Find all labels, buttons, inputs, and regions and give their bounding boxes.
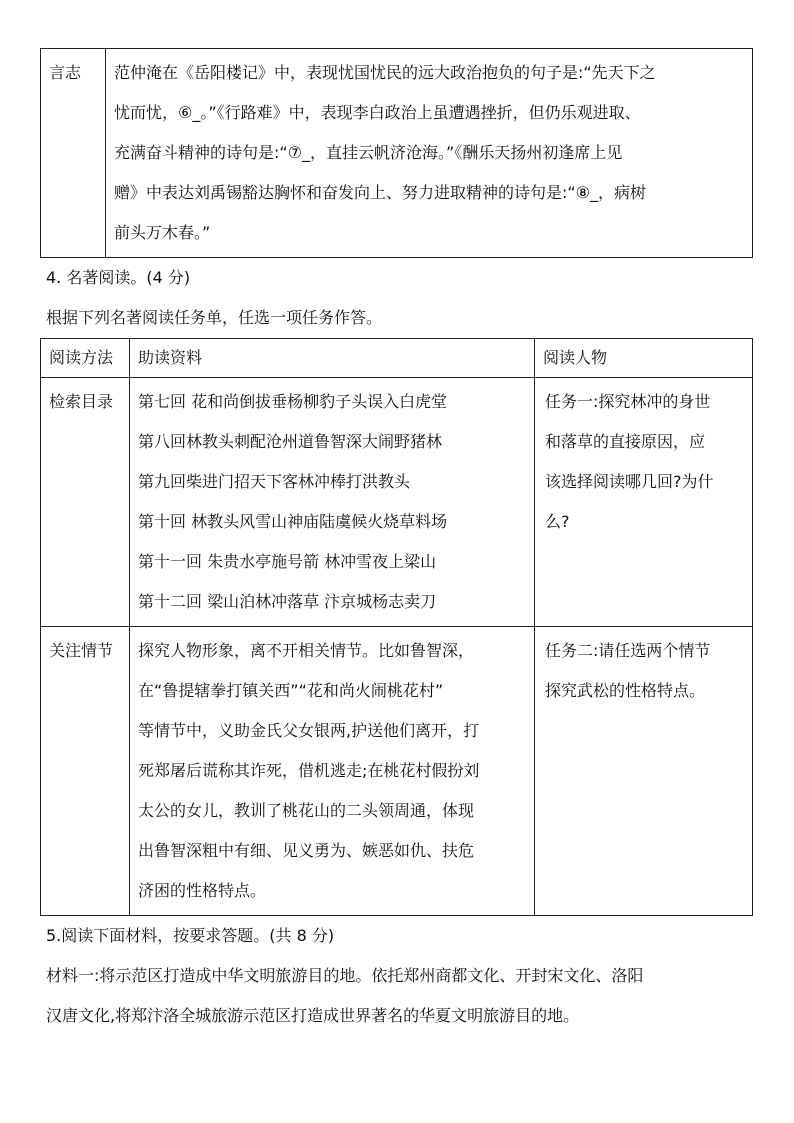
material-line: 探究人物形象，离不开相关情节。比如鲁智深，: [138, 641, 475, 660]
material-line: 死郑屠后谎称其诈死，借机逃走;在桃花村假扮刘: [138, 761, 480, 780]
table-row: [41, 378, 753, 627]
material-cell: [130, 627, 535, 916]
section-5-heading: 5.阅读下面材料，按要求答题。(共 8 分): [46, 926, 335, 945]
material-line: 等情节中，义助金氏父女银两,护送他们离开，打: [138, 721, 480, 740]
text-line: 忧而忧，⑥_。”《行路难》中，表现李白政治上虽遭遇挫折，但仍乐观进取、: [114, 103, 641, 122]
chapter-line: 第七回 花和尚倒拔垂杨柳豹子头误入白虎堂: [138, 392, 448, 411]
method-cell: 检索目录: [41, 378, 130, 627]
section-4-heading: 4. 名著阅读。(4 分): [46, 268, 191, 287]
table-row: [41, 49, 753, 258]
task-line: 任务一:探究林冲的身世: [545, 392, 711, 411]
material-line: 在“鲁提辖拳打镇关西”“花和尚火闹桃花村”: [138, 681, 444, 700]
material-line: 济困的性格特点。: [138, 881, 267, 900]
material-paragraph-line: 汉唐文化,将郑汴洛全城旅游示范区打造成世界著名的华夏文明旅游目的地。: [46, 1006, 580, 1025]
chapter-line: 第十一回 朱贵水亭施号箭 林冲雪夜上梁山: [138, 552, 437, 571]
poetry-question-cell: [106, 49, 753, 258]
task-line: 探究武松的性格特点。: [545, 681, 706, 700]
task-line: 么?: [545, 512, 570, 531]
material-line: 出鲁智深粗中有细、见义勇为、嫉恶如仇、扶危: [138, 841, 475, 860]
column-header: 阅读人物: [535, 339, 753, 378]
text-line: 前头万木春。”: [114, 223, 211, 242]
section-4-intro: 根据下列名著阅读任务单，任选一项任务作答。: [46, 308, 383, 327]
task-line: 任务二:请任选两个情节: [545, 641, 711, 660]
task-cell: [535, 378, 753, 627]
text-line: 范仲淹在《岳阳楼记》中，表现忧国忧民的远大政治抱负的句子是:“先天下之: [114, 63, 656, 82]
ambition-table: [40, 48, 753, 258]
column-header: 助读资料: [130, 339, 535, 378]
chapter-line: 第十二回 梁山泊林冲落草 汴京城杨志卖刀: [138, 592, 437, 611]
chapter-line: 第九回柴进门招天下客林冲棒打洪教头: [138, 472, 411, 491]
table-row: [41, 627, 753, 916]
task-line: 该选择阅读哪几回?为什: [545, 472, 714, 491]
material-paragraph-line: 材料一:将示范区打造成中华文明旅游目的地。依托郑州商都文化、开封宋文化、洛阳: [46, 966, 644, 985]
reading-task-table: [40, 338, 753, 916]
document-page: [40, 48, 753, 1036]
table-header-row: [41, 339, 753, 378]
chapter-line: 第八回林教头刺配沧州道鲁智深大闹野猪林: [138, 432, 443, 451]
material-cell: [130, 378, 535, 627]
text-line: 赠》中表达刘禹锡豁达胸怀和奋发向上、努力进取精神的诗句是:“⑧_，病树: [114, 183, 647, 202]
text-line: 充满奋斗精神的诗句是:“⑦_，直挂云帆济沧海。”《酬乐天扬州初逢席上见: [114, 143, 623, 162]
material-line: 太公的女儿，教训了桃花山的二头领周通，体现: [138, 801, 475, 820]
task-cell: [535, 627, 753, 916]
chapter-line: 第十回 林教头风雪山神庙陆虞候火烧草料场: [138, 512, 448, 531]
row-label: 言志: [41, 49, 106, 258]
column-header: 阅读方法: [41, 339, 130, 378]
method-cell: 关注情节: [41, 627, 130, 916]
task-line: 和落草的直接原因，应: [545, 432, 706, 451]
